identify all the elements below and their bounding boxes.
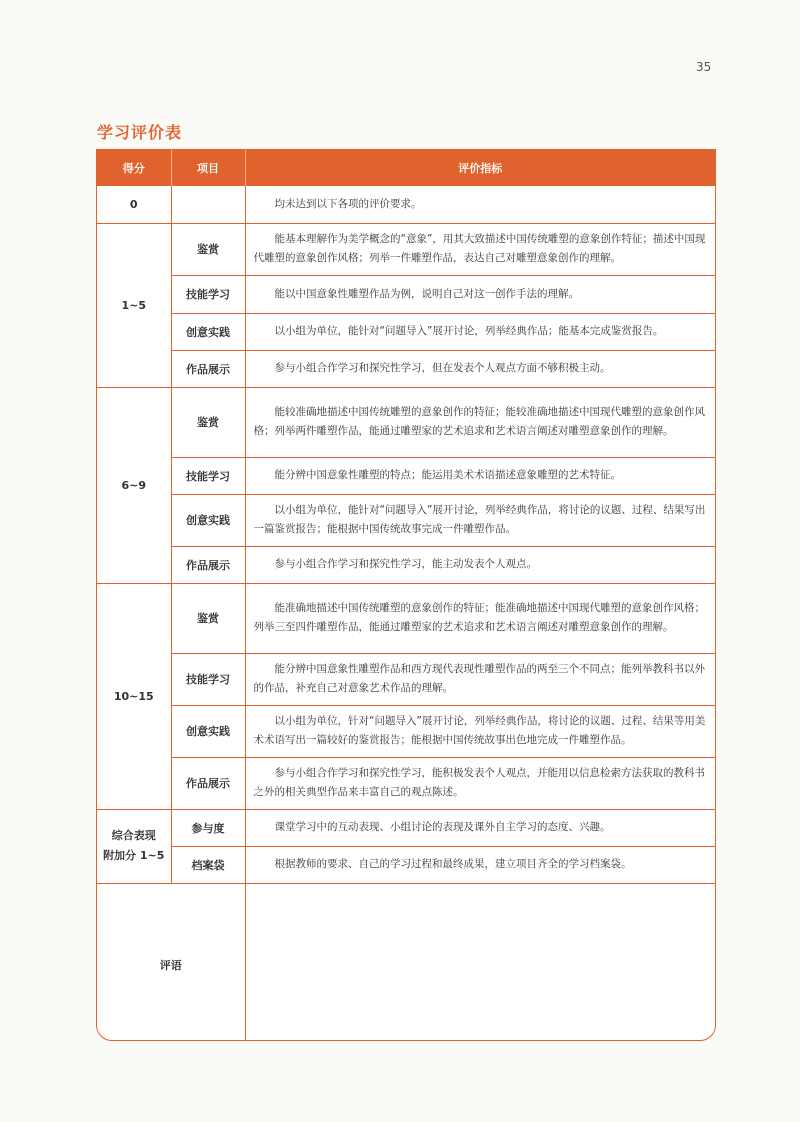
item-cell: 档案袋	[171, 846, 245, 883]
table-row	[97, 546, 715, 583]
item-cell: 作品展示	[171, 350, 245, 387]
item-cell: 参与度	[171, 809, 245, 846]
criteria-cell: 课堂学习中的互动表现、小组讨论的表现及课外自主学习的态度、兴趣。	[245, 809, 715, 846]
page-number: 35	[696, 60, 712, 74]
item-cell: 鉴赏	[171, 387, 245, 457]
criteria-cell: 能分辨中国意象性雕塑作品和西方现代表现性雕塑作品的两至三个不同点；能列举教科书以外的作品，补充自己对意象艺术作品的理解。	[245, 653, 715, 705]
score-cell	[97, 809, 171, 883]
item-cell: 技能学习	[171, 457, 245, 494]
item-cell: 创意实践	[171, 313, 245, 350]
criteria-cell: 能以中国意象性雕塑作品为例，说明自己对这一创作手法的理解。	[245, 275, 715, 313]
criteria-cell: 能分辨中国意象性雕塑的特点；能运用美术术语描述意象雕塑的艺术特征。	[245, 457, 715, 494]
header-score: 得分	[97, 150, 171, 186]
table-row	[97, 809, 715, 846]
item-cell: 作品展示	[171, 757, 245, 809]
table-row	[97, 186, 715, 223]
item-cell: 技能学习	[171, 653, 245, 705]
table-header-row	[97, 150, 715, 186]
criteria-cell: 能较准确地描述中国传统雕塑的意象创作的特征；能较准确地描述中国现代雕塑的意象创作风格；列举两件雕塑作品，能通过雕塑家的艺术追求和艺术语言阐述对雕塑意象创作的理解。	[245, 387, 715, 457]
table-row	[97, 350, 715, 387]
evaluation-table	[96, 149, 716, 1041]
item-cell: 作品展示	[171, 546, 245, 583]
item-cell: 创意实践	[171, 494, 245, 546]
criteria-cell: 均未达到以下各项的评价要求。	[245, 186, 715, 223]
table-row	[97, 846, 715, 883]
item-cell: 技能学习	[171, 275, 245, 313]
bonus-label-line2: 附加分 1~5	[103, 849, 165, 862]
table-row	[97, 457, 715, 494]
criteria-cell: 以小组为单位，能针对“问题导入”展开讨论，列举经典作品；能基本完成鉴赏报告。	[245, 313, 715, 350]
header-criteria: 评价指标	[245, 150, 715, 186]
criteria-cell: 根据教师的要求、自己的学习过程和最终成果，建立项目齐全的学习档案袋。	[245, 846, 715, 883]
table-row	[97, 757, 715, 809]
score-cell: 0	[97, 186, 171, 223]
criteria-cell: 能准确地描述中国传统雕塑的意象创作的特征；能准确地描述中国现代雕塑的意象创作风格；列举三至四件雕塑作品，能通过雕塑家的艺术追求和艺术语言阐述对雕塑意象创作的理解。	[245, 583, 715, 653]
comment-row	[97, 883, 715, 1041]
item-cell	[171, 186, 245, 223]
criteria-cell: 参与小组合作学习和探究性学习，但在发表个人观点方面不够积极主动。	[245, 350, 715, 387]
page-title: 学习评价表	[97, 123, 183, 142]
item-cell: 鉴赏	[171, 223, 245, 275]
table-row	[97, 313, 715, 350]
bonus-label-line1: 综合表现	[111, 829, 156, 842]
table-row	[97, 387, 715, 457]
criteria-cell: 能基本理解作为美学概念的“意象”，用其大致描述中国传统雕塑的意象创作特征；描述中国现代雕塑的意象创作风格；列举一件雕塑作品，表达自己对雕塑意象创作的理解。	[245, 223, 715, 275]
item-cell: 鉴赏	[171, 583, 245, 653]
criteria-cell: 参与小组合作学习和探究性学习，能积极发表个人观点，并能用以信息检索方法获取的教科书之外的相关典型作品来丰富自己的观点陈述。	[245, 757, 715, 809]
score-cell: 10~15	[97, 583, 171, 809]
table-row	[97, 494, 715, 546]
score-cell: 1~5	[97, 223, 171, 387]
table-row	[97, 275, 715, 313]
criteria-cell: 以小组为单位，针对“问题导入”展开讨论，列举经典作品，将讨论的议题、过程、结果等用美术术语写出一篇较好的鉴赏报告；能根据中国传统故事出色地完成一件雕塑作品。	[245, 705, 715, 757]
score-cell: 6~9	[97, 387, 171, 583]
table-row	[97, 223, 715, 275]
comment-area[interactable]	[245, 883, 715, 1041]
table-row	[97, 653, 715, 705]
item-cell: 创意实践	[171, 705, 245, 757]
table-row	[97, 583, 715, 653]
header-item: 项目	[171, 150, 245, 186]
criteria-cell: 以小组为单位，能针对“问题导入”展开讨论，列举经典作品，将讨论的议题、过程、结果写出一篇鉴赏报告；能根据中国传统故事完成一件雕塑作品。	[245, 494, 715, 546]
criteria-cell: 参与小组合作学习和探究性学习，能主动发表个人观点。	[245, 546, 715, 583]
table-row	[97, 705, 715, 757]
comment-label: 评语	[97, 883, 245, 1041]
